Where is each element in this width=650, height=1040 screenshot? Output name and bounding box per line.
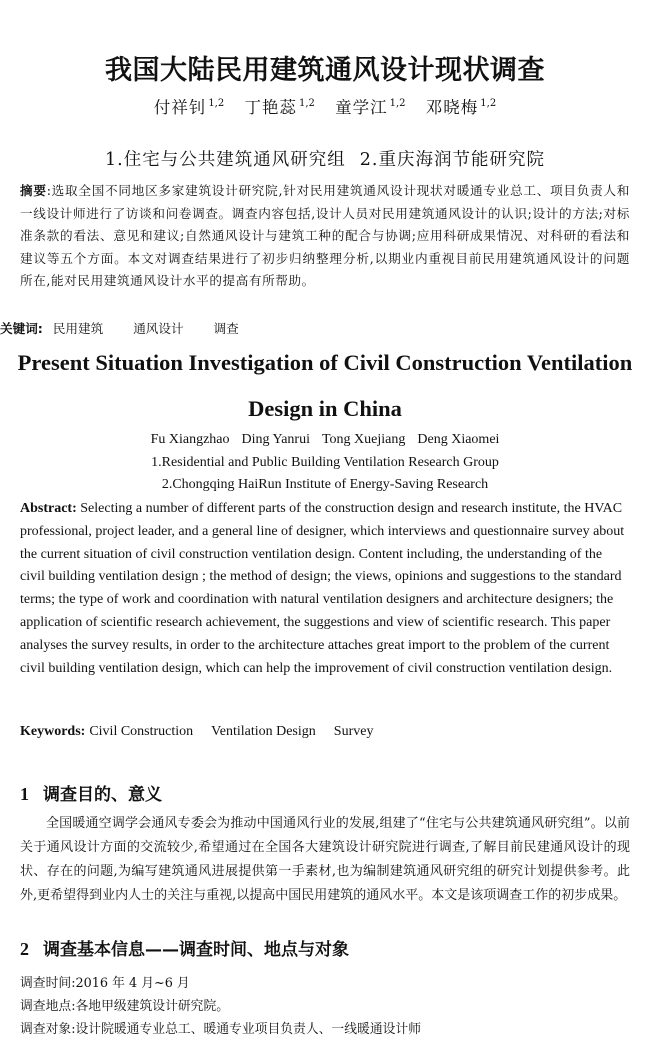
abstract-text-en: Selecting a number of different parts of the construction design and research institute, the HVAC professional, project leader, and a general line of designer, which interviews and questionnaire survey about the current situation of civil construction ventilation design. Content including, the understanding of the civil building ventilation design ; the method of design; the views, opinions and suggestions to the standard terms; the type of work and coordination with natural ventilation designers and architecture designers; the application of scientific research achievement, the suggestions and view of scientific research. This paper analyses the survey results, in order to the architecture attaches great import to the problem of the current civil building ventilation design, which can help the improvement of civil construction ventilation design. [20,501,625,676]
author-en: Ding Yanrui [241,432,310,447]
author-cn: 童学江 $^{1,2}$ [335,98,406,117]
affiliation-cn-1: 1.住宅与公共建筑通风研究组 [105,150,346,170]
section-title: 调查基本信息——调查时间、地点与对象 [43,940,349,960]
author-affil-sup: 1,2 [480,98,497,109]
author-cn: 丁艳蕊 $^{1,2}$ [244,98,315,117]
keywords-label-en: Keywords: [20,724,86,739]
section-title: 调查目的、意义 [43,785,162,805]
author-en: Fu Xiangzhao [150,432,230,447]
author-en: Deng Xiaomei [417,432,500,447]
keywords-en [20,724,387,740]
abstract-en [20,498,630,680]
keyword-en: Ventilation Design [211,724,316,739]
survey-place: 调查地点:各地甲级建筑设计研究院。 [20,999,230,1014]
paper-title-cn: 我国大陆民用建筑通风设计现状调查 [105,55,545,86]
affiliation-cn-2: 2.重庆海润节能研究院 [359,150,545,170]
paper-title-en: Present Situation Investigation of Civil Construction Ventilation Design in China [17,350,633,421]
section-number: 2 [20,939,29,959]
keyword-en: Survey [333,724,374,739]
section-heading [20,780,162,805]
author-list-en [0,432,650,448]
section-number: 1 [20,784,29,804]
keyword-cn: 民用建筑 [52,321,104,336]
survey-target: 调查对象:设计院暖通专业总工、暖通专业项目负责人、一线暖通设计师 [20,1022,422,1037]
affiliation-en-2: 2.Chongqing HaiRun Institute of Energy-Saving Research [161,477,489,492]
author-cn: 邓晓梅 $^{1,2}$ [425,98,497,117]
author-cn: 付祥钊 $^{1,2}$ [153,98,225,117]
keyword-cn: 通风设计 [133,321,184,336]
affiliations-cn [0,146,650,171]
author-affil-sup: 1,2 [208,98,225,109]
abstract-text-cn: 选取全国不同地区多家建筑设计研究院,针对民用建筑通风设计现状对暖通专业总工、项目负责人和一线设计师进行了访谈和问卷调查。调查内容包括,设计人员对民用建筑通风设计的认识;设计的方法;对标准条款的看法、意见和建议;自然通风设计与建筑工种的配合与协调;应用科研成果情况、对科研的看法和建议等五个方面。本文对调查结果进行了初步归纳整理分析,以期业内重视目前民用建筑通风设计的问题所在,能对民用建筑通风设计水平的提高有所帮助。 [20,183,630,288]
keywords-label-cn: 关键词: [0,321,43,336]
author-en: Tong Xuejiang [321,432,406,447]
survey-time: 调查时间:2016 年 4 月~6 月 [20,976,190,991]
abstract-sep-cn: : [46,183,52,198]
author-list-cn [0,94,650,118]
abstract-cn [20,180,630,293]
author-affil-sup: 1,2 [298,98,315,109]
affiliation-en-1: 1.Residential and Public Building Ventilation Research Group [151,455,499,470]
abstract-label-en: Abstract: [20,501,77,516]
keyword-en: Civil Construction [89,724,194,739]
section-body: 全国暖通空调学会通风专委会为推动中国通风行业的发展,组建了“住宅与公共建筑通风研究组”。以前关于通风设计方面的交流较少,希望通过在全国各大建筑设计研究院进行调查,了解目前民建通风设计的现状、存在的问题,为编写建筑通风进展提供第一手素材,也为编制建筑通风研究组的研究计划提供参考。此外,更希望得到业内人士的关注与重视,以提高中国民用建筑的通风水平。本文是该项调查工作的初步成果。 [20,816,630,903]
abstract-label-cn: 摘要 [20,183,47,198]
keyword-cn: 调查 [213,321,239,336]
section-heading [20,935,349,960]
keywords-cn [0,318,259,337]
author-affil-sup: 1,2 [389,98,406,109]
